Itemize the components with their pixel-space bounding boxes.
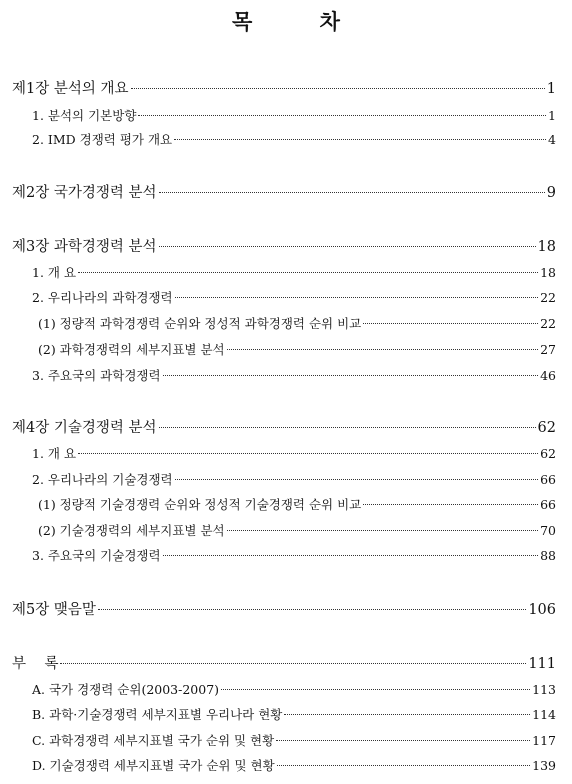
- leader-dots: [227, 530, 538, 531]
- toc-chapter-1[interactable]: [12, 77, 556, 98]
- toc-subsection-4-2-1[interactable]: [38, 495, 556, 513]
- toc-appendix-d[interactable]: [32, 756, 556, 774]
- toc-label: 제5장 맺음말: [12, 602, 96, 618]
- toc-page-number: 113: [532, 682, 556, 697]
- leader-dots: [159, 192, 545, 193]
- toc-subsection-3-2-2[interactable]: [38, 340, 556, 358]
- toc-label: (2) 과학경쟁력의 세부지표별 분석: [38, 342, 225, 357]
- toc-page-number: 46: [540, 368, 556, 383]
- leader-dots: [175, 479, 538, 480]
- toc-page-number: 70: [540, 523, 556, 538]
- toc-page-number: 18: [537, 239, 556, 255]
- leader-dots: [163, 555, 539, 556]
- toc-label: 2. IMD 경쟁력 평가 개요: [32, 132, 173, 147]
- toc-label: D. 기술경쟁력 세부지표별 국가 순위 및 현황: [32, 758, 275, 773]
- leader-dots: [221, 689, 530, 690]
- leader-dots: [131, 88, 545, 89]
- toc-label: (2) 기술경쟁력의 세부지표별 분석: [38, 523, 225, 538]
- toc-section-1-2[interactable]: [32, 130, 556, 148]
- toc-subsection-3-2-1[interactable]: [38, 314, 556, 332]
- toc-appendix[interactable]: [12, 652, 556, 673]
- toc-section-1-1[interactable]: [32, 106, 556, 124]
- leader-dots: [363, 504, 538, 505]
- toc-section-4-3[interactable]: [32, 546, 556, 564]
- toc-chapter-2[interactable]: [12, 181, 556, 202]
- leader-dots: [277, 765, 530, 766]
- toc-label: C. 과학경쟁력 세부지표별 국가 순위 및 현황: [32, 733, 275, 748]
- leader-dots: [163, 375, 539, 376]
- toc-page-number: 9: [546, 185, 556, 201]
- toc-page-number: 4: [548, 132, 556, 147]
- toc-label: (1) 정량적 과학경쟁력 순위와 정성적 과학경쟁력 순위 비교: [38, 316, 362, 331]
- toc-page-number: 62: [540, 446, 556, 461]
- toc-page-number: 117: [532, 733, 556, 748]
- toc-label: (1) 정량적 기술경쟁력 순위와 정성적 기술경쟁력 순위 비교: [38, 497, 362, 512]
- toc-label: 제3장 과학경쟁력 분석: [12, 239, 157, 255]
- toc-section-3-3[interactable]: [32, 366, 556, 384]
- leader-dots: [276, 740, 530, 741]
- toc-page-number: 106: [528, 602, 556, 618]
- toc-section-3-2[interactable]: [32, 288, 556, 306]
- toc-label: 1. 개 요: [32, 265, 77, 280]
- toc-page-number: 66: [540, 472, 556, 487]
- toc-label: 제1장 분석의 개요: [12, 81, 129, 97]
- leader-dots: [174, 139, 546, 140]
- toc-page-number: 88: [540, 548, 556, 563]
- toc-appendix-a[interactable]: [32, 680, 556, 698]
- toc-label: 1. 개 요: [32, 446, 77, 461]
- leader-dots: [159, 427, 536, 428]
- toc-label: 3. 주요국의 과학경쟁력: [32, 368, 161, 383]
- leader-dots: [363, 323, 538, 324]
- toc-label: A. 국가 경쟁력 순위(2003-2007): [32, 682, 220, 697]
- page-title: 목 차: [232, 9, 370, 34]
- toc-label: 3. 주요국의 기술경쟁력: [32, 548, 161, 563]
- toc-page-number: 114: [532, 707, 556, 722]
- toc-label: 2. 우리나라의 과학경쟁력: [32, 290, 173, 305]
- toc-page-number: 22: [540, 316, 556, 331]
- toc-section-4-1[interactable]: [32, 444, 556, 462]
- toc-appendix-b[interactable]: [32, 705, 556, 723]
- leader-dots: [284, 714, 530, 715]
- toc-label: 2. 우리나라의 기술경쟁력: [32, 472, 173, 487]
- toc-page-number: 111: [528, 656, 556, 672]
- toc-appendix-c[interactable]: [32, 731, 556, 749]
- toc-subsection-4-2-2[interactable]: [38, 521, 556, 539]
- toc-label: 제2장 국가경쟁력 분석: [12, 185, 157, 201]
- toc-chapter-5[interactable]: [12, 598, 556, 619]
- toc-page-number: 62: [537, 420, 556, 436]
- toc-page-number: 139: [532, 758, 556, 773]
- leader-dots: [98, 609, 526, 610]
- leader-dots: [227, 349, 538, 350]
- toc-label: B. 과학·기술경쟁력 세부지표별 우리나라 현황: [32, 707, 283, 722]
- toc-page-number: 1: [548, 108, 556, 123]
- toc-label: 부 록: [12, 656, 59, 672]
- toc-label: 1. 분석의 기본방향: [32, 108, 137, 123]
- leader-dots: [78, 272, 538, 273]
- toc-section-4-2[interactable]: [32, 470, 556, 488]
- toc-page-number: 18: [540, 265, 556, 280]
- toc-page-number: 27: [540, 342, 556, 357]
- leader-dots: [60, 663, 526, 664]
- toc-label: 제4장 기술경쟁력 분석: [12, 420, 157, 436]
- toc-page-number: 1: [546, 81, 556, 97]
- toc-page-number: 22: [540, 290, 556, 305]
- leader-dots: [159, 246, 536, 247]
- toc-chapter-4[interactable]: [12, 416, 556, 437]
- leader-dots: [138, 115, 546, 116]
- leader-dots: [78, 453, 538, 454]
- toc-page-number: 66: [540, 497, 556, 512]
- leader-dots: [175, 297, 538, 298]
- toc-section-3-1[interactable]: [32, 263, 556, 281]
- toc-chapter-3[interactable]: [12, 235, 556, 256]
